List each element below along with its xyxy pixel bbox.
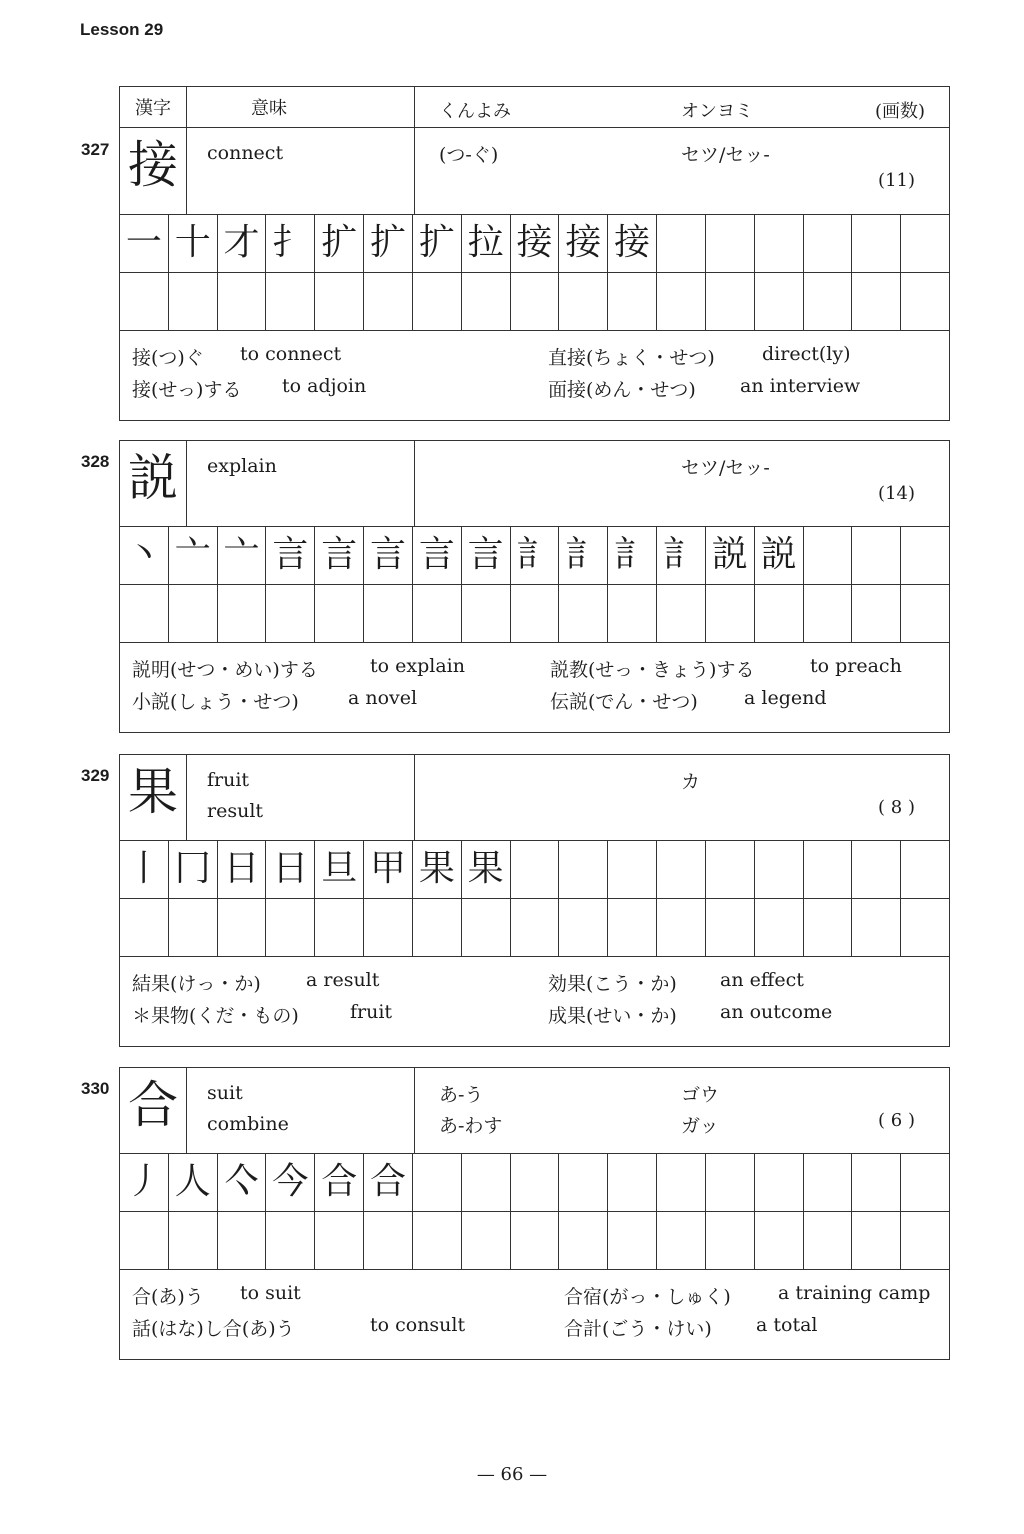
practice-cell	[706, 1212, 755, 1270]
entry-kanji: 接	[120, 128, 187, 214]
practice-cell	[315, 273, 364, 331]
vocab-box	[119, 1270, 950, 1360]
practice-cell	[218, 273, 267, 331]
practice-cell	[804, 1212, 853, 1270]
practice-cell	[901, 585, 950, 643]
vocab-en: a legend	[744, 687, 827, 709]
vocab-en: fruit	[350, 1001, 393, 1023]
stroke-order-grid	[119, 527, 950, 643]
entry-onyomi: カ	[681, 771, 701, 793]
stroke-step: 接	[608, 215, 657, 273]
practice-cell	[852, 273, 901, 331]
vocab-jp: 説教(せっ・きょう)する	[550, 659, 755, 681]
practice-cell	[804, 1154, 853, 1212]
vocab-box	[119, 331, 950, 421]
practice-cell	[706, 585, 755, 643]
vocab-jp: 合計(ごう・けい)	[564, 1318, 712, 1340]
stroke-step: 丿	[120, 1154, 169, 1212]
stroke-step: 言	[364, 527, 413, 585]
stroke-step: 説	[755, 527, 804, 585]
header-kunyomi: くんよみ	[439, 101, 511, 122]
vocab-en: to connect	[240, 343, 342, 365]
stroke-step: 言	[315, 527, 364, 585]
practice-cell	[608, 1212, 657, 1270]
vocab-en: an interview	[740, 375, 861, 397]
stroke-step: 甲	[364, 841, 413, 899]
stroke-step: 才	[218, 215, 267, 273]
stroke-step: 旦	[315, 841, 364, 899]
practice-cell	[657, 1154, 706, 1212]
kanji-entry	[81, 128, 950, 421]
entry-number: 327	[81, 140, 110, 159]
practice-cell	[901, 1212, 950, 1270]
entry-kanji: 合	[120, 1068, 187, 1153]
practice-cell	[218, 1212, 267, 1270]
practice-cell	[511, 841, 560, 899]
vocab-jp: 結果(けっ・か)	[132, 973, 261, 995]
stroke-step: 一	[120, 215, 169, 273]
entry-kanji: 説	[120, 441, 187, 526]
stroke-step: 亠	[169, 527, 218, 585]
vocab-jp: 接(つ)ぐ	[132, 347, 204, 369]
practice-cell	[657, 273, 706, 331]
entry-meaning: explain	[187, 441, 415, 526]
practice-cell	[462, 1212, 511, 1270]
stroke-step: 接	[559, 215, 608, 273]
stroke-step: 丨	[120, 841, 169, 899]
practice-cell	[852, 215, 901, 273]
entry-onyomi: セツ/セッ-	[681, 457, 770, 479]
practice-cell	[852, 1154, 901, 1212]
entry-number: 329	[81, 766, 110, 785]
practice-cell	[315, 899, 364, 957]
stroke-step: 冂	[169, 841, 218, 899]
stroke-step: 訁	[559, 527, 608, 585]
vocab-en: to preach	[810, 655, 902, 677]
practice-cell	[413, 899, 462, 957]
vocab-en: a novel	[348, 687, 418, 709]
practice-cell	[608, 841, 657, 899]
header-meaning: 意味	[187, 87, 415, 127]
practice-cell	[315, 1212, 364, 1270]
practice-cell	[266, 273, 315, 331]
practice-cell	[559, 1212, 608, 1270]
practice-cell	[804, 899, 853, 957]
header-kanji: 漢字	[120, 87, 187, 127]
page-number: — 66 —	[476, 1464, 548, 1485]
entry-kunyomi: あ-う あ-わす	[439, 1084, 503, 1137]
entry-meaning: suit combine	[187, 1068, 415, 1153]
stroke-order-grid	[119, 215, 950, 331]
practice-cell	[901, 273, 950, 331]
vocab-en: a training camp	[778, 1282, 931, 1304]
practice-cell	[901, 527, 950, 585]
practice-cell	[413, 1154, 462, 1212]
practice-cell	[266, 899, 315, 957]
header-strokes: (画数)	[874, 101, 925, 122]
table-header	[119, 86, 950, 128]
vocab-en: to suit	[240, 1282, 301, 1304]
stroke-step: 扌	[266, 215, 315, 273]
practice-cell	[169, 585, 218, 643]
practice-cell	[559, 1154, 608, 1212]
practice-cell	[169, 899, 218, 957]
stroke-step: 接	[511, 215, 560, 273]
practice-cell	[608, 273, 657, 331]
vocab-en: direct(ly)	[762, 343, 851, 365]
practice-cell	[608, 1154, 657, 1212]
practice-cell	[755, 585, 804, 643]
entry-stroke-count: ( 8 )	[878, 797, 915, 818]
practice-cell	[608, 899, 657, 957]
stroke-step: 今	[266, 1154, 315, 1212]
stroke-step: 亽	[218, 1154, 267, 1212]
stroke-step: 扩	[364, 215, 413, 273]
entry-stroke-count: (11)	[878, 170, 915, 191]
vocab-jp: 接(せっ)する	[132, 379, 242, 401]
stroke-step: 人	[169, 1154, 218, 1212]
vocab-jp: 伝説(でん・せつ)	[550, 691, 698, 713]
stroke-order-grid	[119, 841, 950, 957]
practice-cell	[511, 1212, 560, 1270]
entry-stroke-count: (14)	[878, 483, 915, 504]
practice-cell	[413, 585, 462, 643]
entry-kanji: 果	[120, 755, 187, 840]
vocab-jp: 成果(せい・か)	[548, 1005, 677, 1027]
vocab-en: a total	[756, 1314, 818, 1336]
practice-cell	[559, 899, 608, 957]
vocab-en: to consult	[370, 1314, 466, 1336]
entry-onyomi: セツ/セッ-	[681, 144, 770, 166]
practice-cell	[657, 1212, 706, 1270]
practice-cell	[218, 899, 267, 957]
practice-cell	[755, 215, 804, 273]
entry-kunyomi: (つ-ぐ)	[439, 144, 499, 166]
practice-cell	[804, 273, 853, 331]
practice-cell	[315, 585, 364, 643]
practice-cell	[511, 899, 560, 957]
vocab-box	[119, 643, 950, 733]
practice-cell	[511, 1154, 560, 1212]
stroke-step: 訁	[657, 527, 706, 585]
practice-cell	[462, 899, 511, 957]
practice-cell	[852, 899, 901, 957]
kanji-entry	[81, 1067, 950, 1360]
practice-cell	[804, 215, 853, 273]
vocab-jp: 話(はな)し合(あ)う	[132, 1318, 295, 1340]
practice-cell	[804, 841, 853, 899]
practice-cell	[706, 1154, 755, 1212]
stroke-step: 十	[169, 215, 218, 273]
practice-cell	[266, 585, 315, 643]
practice-cell	[413, 273, 462, 331]
practice-cell	[120, 273, 169, 331]
practice-cell	[559, 273, 608, 331]
stroke-step: 果	[462, 841, 511, 899]
vocab-box	[119, 957, 950, 1047]
practice-cell	[364, 1212, 413, 1270]
vocab-jp: 合宿(がっ・しゅく)	[564, 1286, 731, 1308]
entry-meaning: fruit result	[187, 755, 415, 840]
stroke-step: 合	[364, 1154, 413, 1212]
kanji-entry	[81, 754, 950, 1047]
entry-number: 330	[81, 1079, 110, 1098]
vocab-en: to adjoin	[282, 375, 367, 397]
practice-cell	[804, 527, 853, 585]
vocab-en: a result	[306, 969, 380, 991]
stroke-step: 扩	[315, 215, 364, 273]
practice-cell	[364, 585, 413, 643]
practice-cell	[852, 841, 901, 899]
entry-stroke-count: ( 6 )	[878, 1110, 915, 1131]
practice-cell	[218, 585, 267, 643]
practice-cell	[852, 527, 901, 585]
stroke-step: 言	[266, 527, 315, 585]
stroke-step: 拉	[462, 215, 511, 273]
practice-cell	[755, 1212, 804, 1270]
stroke-step: 説	[706, 527, 755, 585]
practice-cell	[462, 1154, 511, 1212]
practice-cell	[120, 899, 169, 957]
entry-onyomi: ゴウ ガッ	[681, 1084, 720, 1137]
header-onyomi: オンヨミ	[681, 101, 753, 122]
practice-cell	[706, 899, 755, 957]
practice-cell	[804, 585, 853, 643]
vocab-jp: 説明(せつ・めい)する	[132, 659, 318, 681]
practice-cell	[462, 273, 511, 331]
stroke-step: 亠	[218, 527, 267, 585]
stroke-step: 扩	[413, 215, 462, 273]
practice-cell	[364, 899, 413, 957]
stroke-order-grid	[119, 1154, 950, 1270]
practice-cell	[559, 841, 608, 899]
practice-cell	[413, 1212, 462, 1270]
vocab-en: an effect	[720, 969, 804, 991]
practice-cell	[462, 585, 511, 643]
practice-cell	[169, 1212, 218, 1270]
practice-cell	[657, 899, 706, 957]
stroke-step: 言	[413, 527, 462, 585]
stroke-step: 丶	[120, 527, 169, 585]
vocab-jp: 効果(こう・か)	[548, 973, 677, 995]
vocab-jp: 小説(しょう・せつ)	[132, 691, 299, 713]
stroke-step: 言	[462, 527, 511, 585]
practice-cell	[755, 273, 804, 331]
practice-cell	[364, 273, 413, 331]
practice-cell	[511, 273, 560, 331]
practice-cell	[706, 273, 755, 331]
practice-cell	[755, 899, 804, 957]
kanji-entry	[81, 440, 950, 733]
practice-cell	[657, 841, 706, 899]
practice-cell	[901, 1154, 950, 1212]
practice-cell	[901, 841, 950, 899]
practice-cell	[120, 585, 169, 643]
stroke-step: 日	[266, 841, 315, 899]
stroke-step: 合	[315, 1154, 364, 1212]
stroke-step: 果	[413, 841, 462, 899]
entry-number: 328	[81, 452, 110, 471]
stroke-step: 日	[218, 841, 267, 899]
practice-cell	[657, 585, 706, 643]
practice-cell	[706, 841, 755, 899]
vocab-en: an outcome	[720, 1001, 833, 1023]
practice-cell	[657, 215, 706, 273]
practice-cell	[608, 585, 657, 643]
practice-cell	[559, 585, 608, 643]
practice-cell	[169, 273, 218, 331]
practice-cell	[755, 1154, 804, 1212]
vocab-en: to explain	[370, 655, 465, 677]
practice-cell	[511, 585, 560, 643]
vocab-jp: 直接(ちょく・せつ)	[548, 347, 715, 369]
practice-cell	[901, 215, 950, 273]
vocab-jp: 合(あ)う	[132, 1286, 204, 1308]
practice-cell	[901, 899, 950, 957]
lesson-title: Lesson 29	[80, 20, 164, 39]
vocab-jp: 面接(めん・せつ)	[548, 379, 696, 401]
entry-meaning: connect	[187, 128, 415, 214]
practice-cell	[852, 585, 901, 643]
practice-cell	[755, 841, 804, 899]
vocab-jp: ＊果物(くだ・もの)	[132, 1005, 299, 1027]
stroke-step: 訁	[511, 527, 560, 585]
practice-cell	[266, 1212, 315, 1270]
practice-cell	[706, 215, 755, 273]
practice-cell	[852, 1212, 901, 1270]
practice-cell	[120, 1212, 169, 1270]
stroke-step: 訁	[608, 527, 657, 585]
